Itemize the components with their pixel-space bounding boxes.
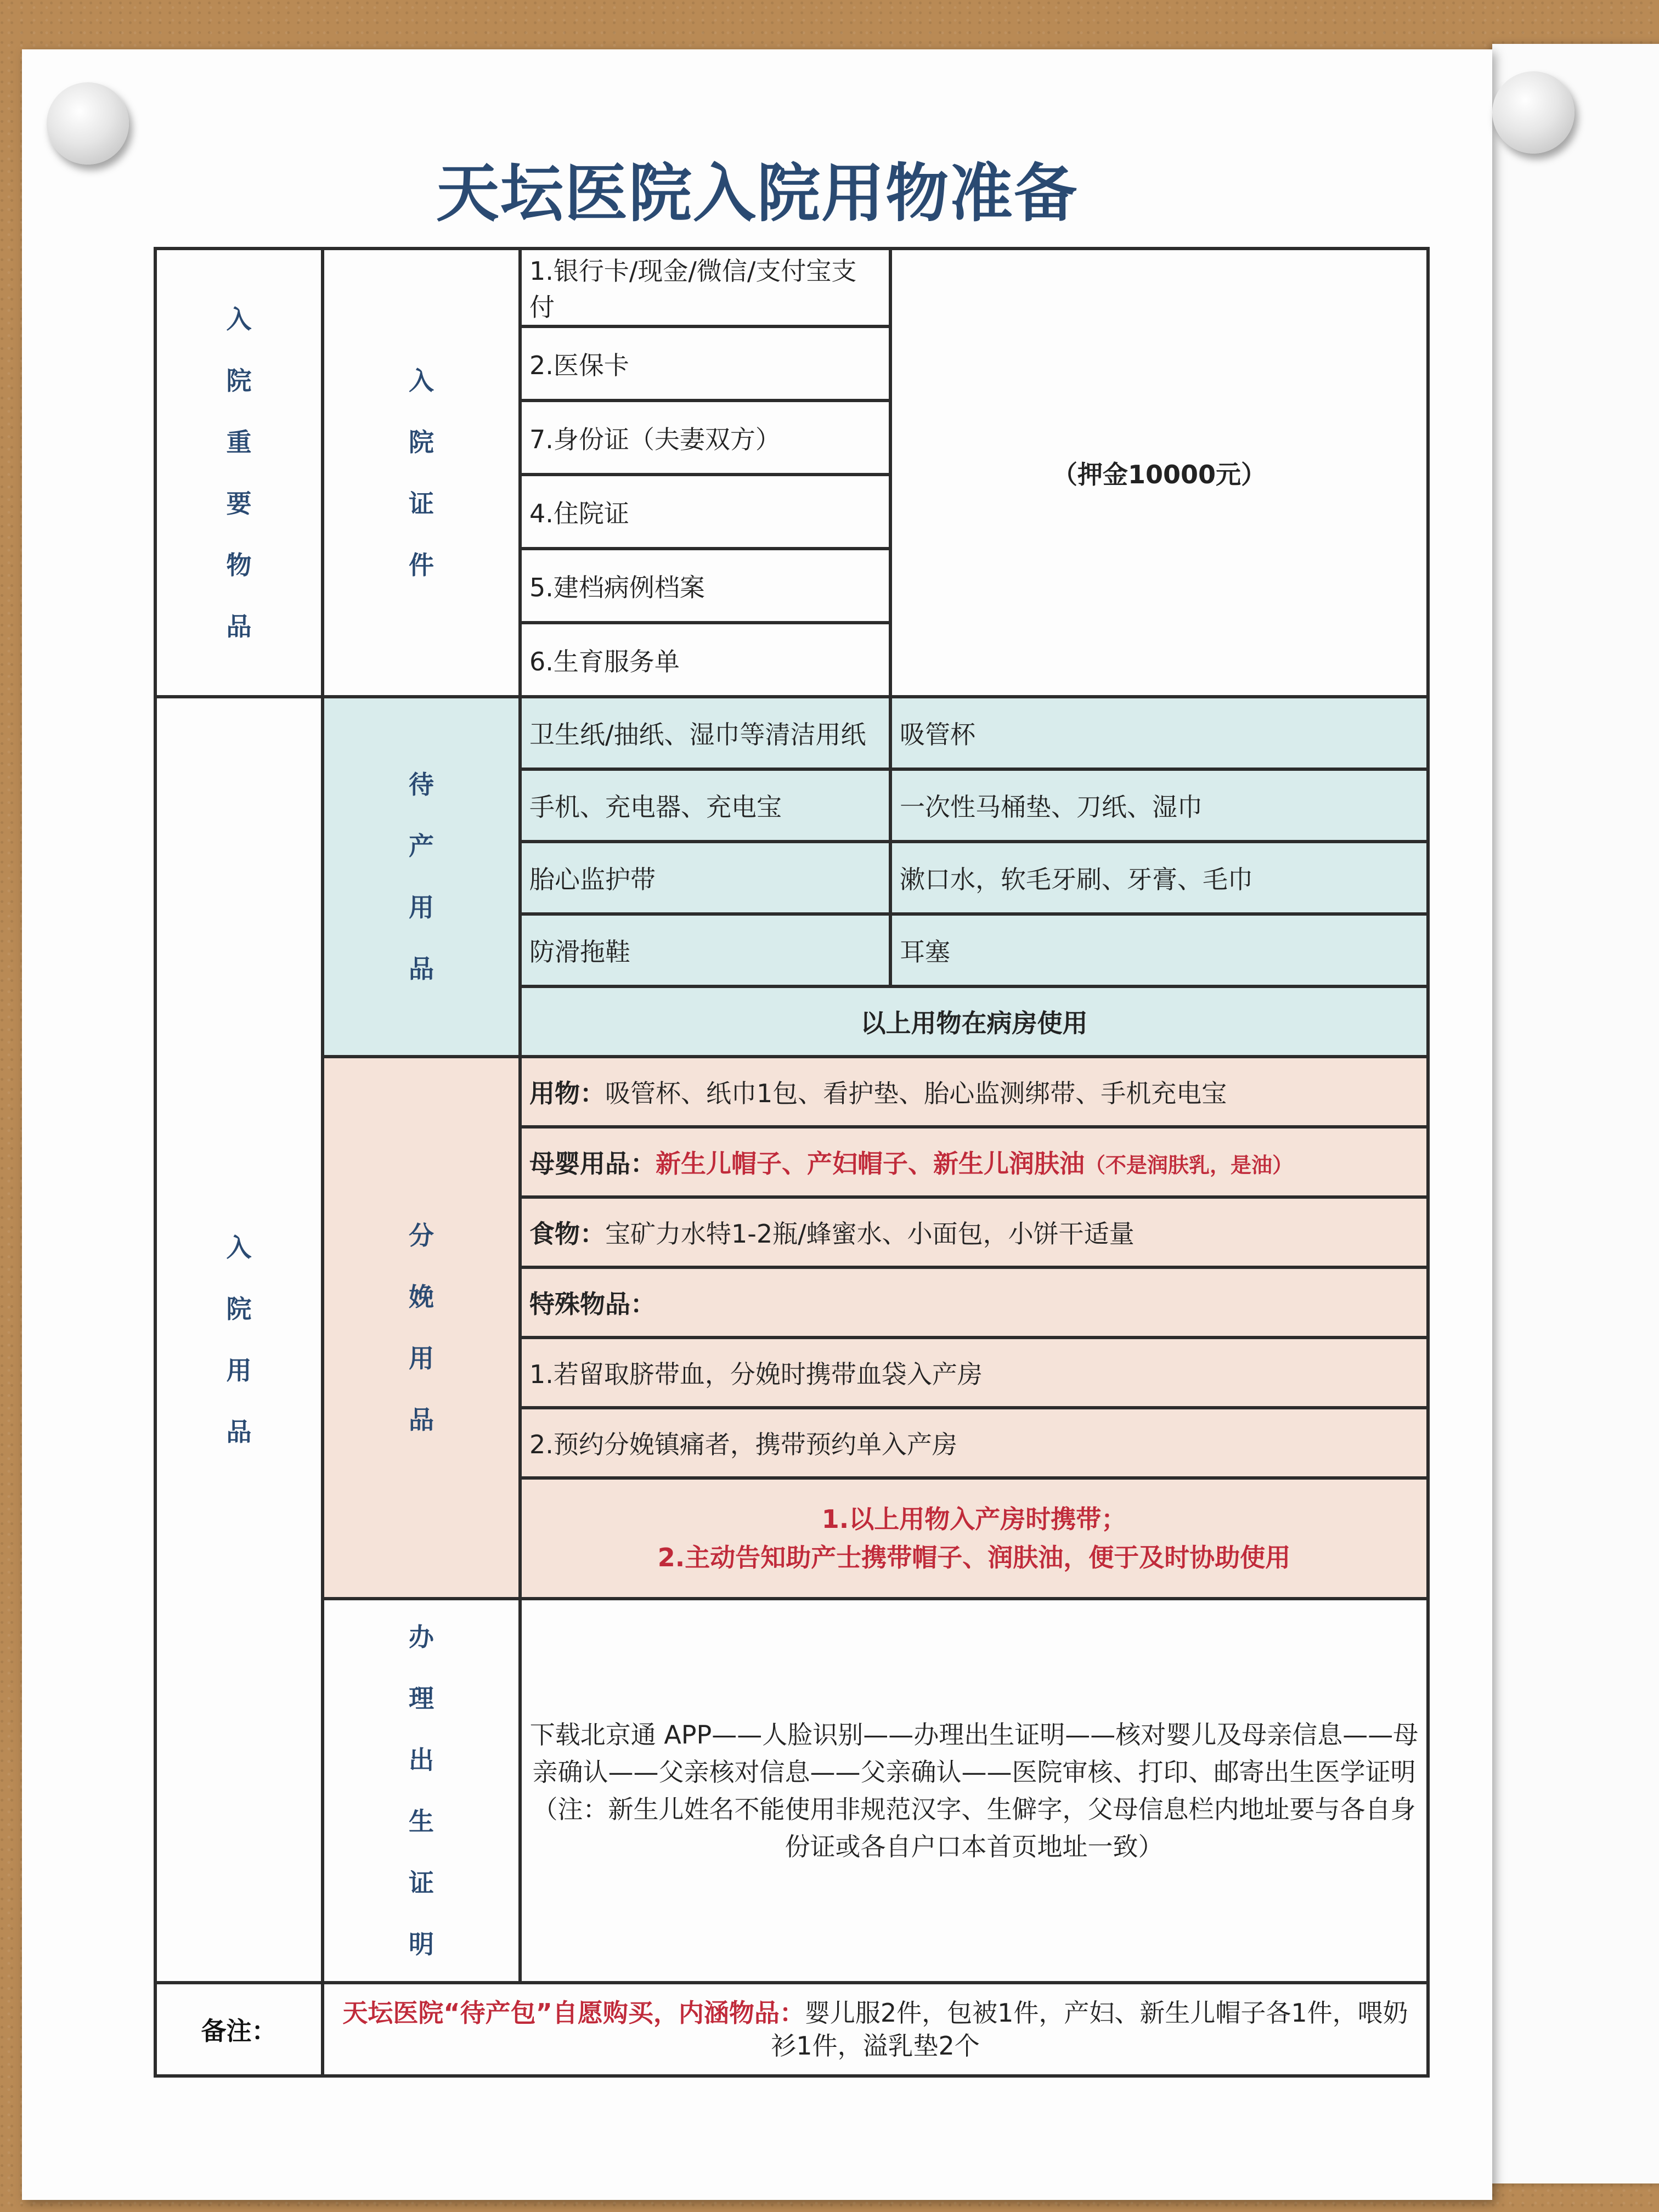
category-birth-certificate: 办 理 出 生 证 明 bbox=[323, 1599, 520, 1983]
waiting-item: 吸管杯 bbox=[890, 697, 1428, 769]
table-row bbox=[155, 697, 1428, 769]
table-row bbox=[155, 1599, 1428, 1983]
table-row bbox=[155, 1057, 1428, 1127]
table-row bbox=[155, 249, 1428, 326]
delivery-item: 母婴用品：新生儿帽子、产妇帽子、新生儿润肤油（不是润肤乳，是油） bbox=[520, 1127, 1428, 1197]
delivery-item: 用物：吸管杯、纸巾1包、看护垫、胎心监测绑带、手机充电宝 bbox=[520, 1057, 1428, 1127]
delivery-item: 食物：宝矿力水特1-2瓶/蜂蜜水、小面包，小饼干适量 bbox=[520, 1197, 1428, 1267]
waiting-item: 卫生纸/抽纸、湿巾等清洁用纸 bbox=[520, 697, 890, 769]
remarks-label: 备注： bbox=[155, 1983, 323, 2076]
document-item: 1.银行卡/现金/微信/支付宝支付 bbox=[520, 249, 890, 326]
waiting-note: 以上用物在病房使用 bbox=[520, 986, 1428, 1057]
document-item: 6.生育服务单 bbox=[520, 623, 890, 697]
delivery-item: 特殊物品： bbox=[520, 1267, 1428, 1338]
subcategory-waiting: 待 产 用 品 bbox=[323, 697, 520, 1057]
waiting-item: 手机、充电器、充电宝 bbox=[520, 769, 890, 842]
pushpin-icon bbox=[1492, 71, 1575, 154]
document-item: 4.住院证 bbox=[520, 475, 890, 549]
pushpin-icon bbox=[47, 82, 129, 165]
delivery-item: 1.若留取脐带血，分娩时携带血袋入产房 bbox=[520, 1338, 1428, 1408]
notice-paper bbox=[22, 49, 1492, 2200]
remarks-text: 天坛医院“待产包”自愿购买，内涵物品：婴儿服2件，包被1件，产妇、新生儿帽子各1件，喂奶衫1件，溢乳垫2个 bbox=[323, 1983, 1428, 2076]
category-supplies: 入 院 用 品 bbox=[155, 697, 323, 1983]
waiting-item: 胎心监护带 bbox=[520, 842, 890, 914]
waiting-item: 一次性马桶垫、刀纸、湿巾 bbox=[890, 769, 1428, 842]
document-item: 5.建档病例档案 bbox=[520, 549, 890, 623]
adjacent-paper bbox=[1492, 44, 1659, 2183]
delivery-note: 1.以上用物入产房时携带； 2.主动告知助产士携带帽子、润肤油，便于及时协助使用 bbox=[520, 1478, 1428, 1599]
document-item: 7.身份证（夫妻双方） bbox=[520, 400, 890, 475]
document-item: 2.医保卡 bbox=[520, 326, 890, 400]
page-title: 天坛医院入院用物准备 bbox=[436, 157, 1078, 230]
supplies-table bbox=[154, 247, 1430, 2078]
waiting-item: 漱口水，软毛牙刷、牙膏、毛巾 bbox=[890, 842, 1428, 914]
waiting-item: 耳塞 bbox=[890, 914, 1428, 986]
subcategory-delivery: 分 娩 用 品 bbox=[323, 1057, 520, 1599]
waiting-item: 防滑拖鞋 bbox=[520, 914, 890, 986]
deposit-note: （押金10000元） bbox=[890, 249, 1428, 697]
category-important: 入 院 重 要 物 品 bbox=[155, 249, 323, 697]
birth-certificate-process: 下载北京通 APP——人脸识别——办理出生证明——核对婴儿及母亲信息——母亲确认——父亲核对信息——父亲确认——医院审核、打印、邮寄出生医学证明（注：新生儿姓名不能使用非规范汉字、生僻字，父母信息栏内地址要与各自身份证或各自户口本首页地址一致） bbox=[520, 1599, 1428, 1983]
table-row bbox=[155, 1983, 1428, 2076]
subcategory-documents: 入 院 证 件 bbox=[323, 249, 520, 697]
delivery-item: 2.预约分娩镇痛者，携带预约单入产房 bbox=[520, 1408, 1428, 1478]
